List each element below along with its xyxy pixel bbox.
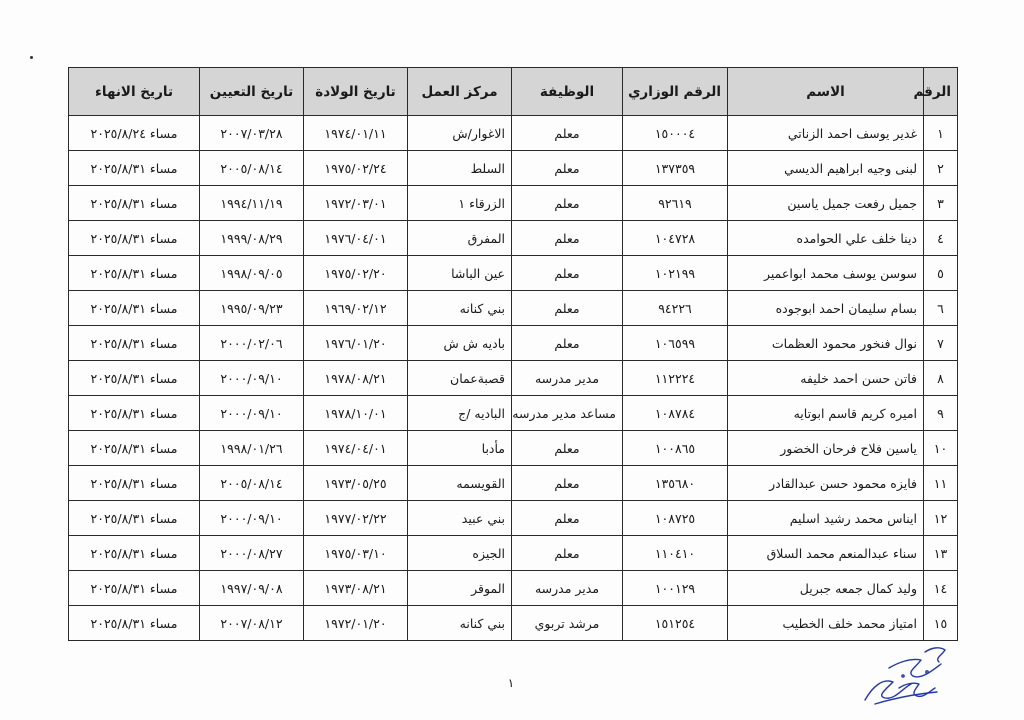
cell-name: فايزه محمود حسن عبدالقادر <box>728 466 924 501</box>
cell-end-date: مساء ٢٠٢٥/٨/٣١ <box>69 151 200 186</box>
cell-birth-date: ١٩٧٤/٠٤/٠١ <box>304 431 408 466</box>
cell-appointment-date: ٢٠٠٠/٠٩/١٠ <box>200 501 304 536</box>
cell-appointment-date: ٢٠٠٧/٠٣/٢٨ <box>200 116 304 151</box>
cell-job: معلم <box>512 536 623 571</box>
cell-job: معلم <box>512 466 623 501</box>
cell-birth-date: ١٩٧٨/٠٨/٢١ <box>304 361 408 396</box>
cell-job: معلم <box>512 256 623 291</box>
table-row <box>69 431 958 466</box>
cell-num: ٣ <box>924 186 958 221</box>
cell-birth-date: ١٩٧٥/٠٢/٢٤ <box>304 151 408 186</box>
cell-ministry-number: ١١٠٤١٠ <box>623 536 728 571</box>
cell-work-center: عين الباشا <box>408 256 512 291</box>
cell-appointment-date: ٢٠٠٥/٠٨/١٤ <box>200 466 304 501</box>
cell-appointment-date: ٢٠٠٠/٠٢/٠٦ <box>200 326 304 361</box>
cell-name: نوال فنخور محمود العظمات <box>728 326 924 361</box>
cell-ministry-number: ١٥١٢٥٤ <box>623 606 728 641</box>
cell-end-date: مساء ٢٠٢٥/٨/٣١ <box>69 361 200 396</box>
cell-work-center: الزرقاء ١ <box>408 186 512 221</box>
cell-name: دينا خلف علي الحوامده <box>728 221 924 256</box>
cell-birth-date: ١٩٧٥/٠٢/٢٠ <box>304 256 408 291</box>
cell-name: فاتن حسن احمد خليفه <box>728 361 924 396</box>
cell-name: لبنى وجيه ابراهيم الديسي <box>728 151 924 186</box>
cell-birth-date: ١٩٧٣/٠٨/٢١ <box>304 571 408 606</box>
cell-name: اميره كريم قاسم ابوتايه <box>728 396 924 431</box>
retirement-table <box>68 67 958 641</box>
table-row <box>69 256 958 291</box>
cell-birth-date: ١٩٧٧/٠٢/٢٢ <box>304 501 408 536</box>
cell-birth-date: ١٩٧٢/٠١/٢٠ <box>304 606 408 641</box>
cell-num: ٨ <box>924 361 958 396</box>
header-num: الرقم <box>924 68 958 116</box>
cell-name: ياسين فلاح فرحان الخضور <box>728 431 924 466</box>
table-body <box>69 116 958 641</box>
cell-job: معلم <box>512 186 623 221</box>
table-row <box>69 606 958 641</box>
cell-name: امتياز محمد خلف الخطيب <box>728 606 924 641</box>
table-header-row <box>69 68 958 116</box>
cell-ministry-number: ١٠٠٨٦٥ <box>623 431 728 466</box>
cell-end-date: مساء ٢٠٢٥/٨/٣١ <box>69 571 200 606</box>
cell-work-center: قصبةعمان <box>408 361 512 396</box>
cell-ministry-number: ١٠٤٧٢٨ <box>623 221 728 256</box>
cell-work-center: الباديه /ج <box>408 396 512 431</box>
cell-job: معلم <box>512 151 623 186</box>
cell-num: ٦ <box>924 291 958 326</box>
cell-end-date: مساء ٢٠٢٥/٨/٣١ <box>69 291 200 326</box>
cell-name: وليد كمال جمعه جبريل <box>728 571 924 606</box>
cell-job: معلم <box>512 431 623 466</box>
cell-ministry-number: ١٠٠١٢٩ <box>623 571 728 606</box>
cell-ministry-number: ١٠٢١٩٩ <box>623 256 728 291</box>
cell-appointment-date: ١٩٩٩/٠٨/٢٩ <box>200 221 304 256</box>
cell-appointment-date: ٢٠٠٠/٠٨/٢٧ <box>200 536 304 571</box>
cell-end-date: مساء ٢٠٢٥/٨/٣١ <box>69 501 200 536</box>
cell-num: ٤ <box>924 221 958 256</box>
table-row <box>69 396 958 431</box>
cell-end-date: مساء ٢٠٢٥/٨/٢٤ <box>69 116 200 151</box>
scan-speck <box>30 56 33 59</box>
header-ministry-number: الرقم الوزاري <box>623 68 728 116</box>
header-end-date: تاريخ الانهاء <box>69 68 200 116</box>
cell-birth-date: ١٩٧٨/١٠/٠١ <box>304 396 408 431</box>
table-row <box>69 291 958 326</box>
cell-work-center: بني كنانه <box>408 291 512 326</box>
cell-ministry-number: ١٣٥٦٨٠ <box>623 466 728 501</box>
cell-job: مرشد تربوي <box>512 606 623 641</box>
cell-num: ١٢ <box>924 501 958 536</box>
cell-job: معلم <box>512 326 623 361</box>
cell-num: ١١ <box>924 466 958 501</box>
cell-end-date: مساء ٢٠٢٥/٨/٣١ <box>69 396 200 431</box>
cell-work-center: بني كنانه <box>408 606 512 641</box>
cell-job: مساعد مدير مدرسه <box>512 396 623 431</box>
cell-num: ٩ <box>924 396 958 431</box>
header-work-center: مركز العمل <box>408 68 512 116</box>
cell-num: ٥ <box>924 256 958 291</box>
cell-ministry-number: ١٠٨٧٨٤ <box>623 396 728 431</box>
cell-num: ١٥ <box>924 606 958 641</box>
cell-name: بسام سليمان احمد ابوجوده <box>728 291 924 326</box>
cell-ministry-number: ٩٢٦١٩ <box>623 186 728 221</box>
cell-name: جميل رفعت جميل ياسين <box>728 186 924 221</box>
cell-name: ايناس محمد رشيد اسليم <box>728 501 924 536</box>
table-row <box>69 116 958 151</box>
cell-end-date: مساء ٢٠٢٥/٨/٣١ <box>69 186 200 221</box>
cell-birth-date: ١٩٧٦/٠١/٢٠ <box>304 326 408 361</box>
cell-job: مدير مدرسه <box>512 571 623 606</box>
header-job: الوظيفة <box>512 68 623 116</box>
cell-appointment-date: ١٩٩٨/٠١/٢٦ <box>200 431 304 466</box>
cell-num: ١ <box>924 116 958 151</box>
table-row <box>69 571 958 606</box>
cell-end-date: مساء ٢٠٢٥/٨/٣١ <box>69 606 200 641</box>
cell-ministry-number: ١١٢٢٢٤ <box>623 361 728 396</box>
signature-icon <box>855 638 955 710</box>
table-row <box>69 221 958 256</box>
cell-end-date: مساء ٢٠٢٥/٨/٣١ <box>69 256 200 291</box>
cell-work-center: الجيزه <box>408 536 512 571</box>
cell-birth-date: ١٩٧٦/٠٤/٠١ <box>304 221 408 256</box>
cell-end-date: مساء ٢٠٢٥/٨/٣١ <box>69 221 200 256</box>
cell-appointment-date: ٢٠٠٥/٠٨/١٤ <box>200 151 304 186</box>
cell-name: غدير يوسف احمد الزناتي <box>728 116 924 151</box>
cell-ministry-number: ١٠٦٥٩٩ <box>623 326 728 361</box>
cell-work-center: الاغوار/ش <box>408 116 512 151</box>
cell-num: ١٣ <box>924 536 958 571</box>
header-birth-date: تاريخ الولادة <box>304 68 408 116</box>
cell-birth-date: ١٩٧٣/٠٥/٢٥ <box>304 466 408 501</box>
cell-job: معلم <box>512 116 623 151</box>
cell-job: معلم <box>512 501 623 536</box>
table-row <box>69 361 958 396</box>
table-row <box>69 466 958 501</box>
cell-end-date: مساء ٢٠٢٥/٨/٣١ <box>69 466 200 501</box>
cell-name: سوسن يوسف محمد ابواعمير <box>728 256 924 291</box>
table-row <box>69 326 958 361</box>
cell-end-date: مساء ٢٠٢٥/٨/٣١ <box>69 536 200 571</box>
cell-appointment-date: ٢٠٠٠/٠٩/١٠ <box>200 396 304 431</box>
cell-appointment-date: ١٩٩٤/١١/١٩ <box>200 186 304 221</box>
cell-ministry-number: ١٥٠٠٠٤ <box>623 116 728 151</box>
cell-birth-date: ١٩٦٩/٠٢/١٢ <box>304 291 408 326</box>
table-row <box>69 151 958 186</box>
table-row <box>69 186 958 221</box>
table-row <box>69 536 958 571</box>
cell-appointment-date: ٢٠٠٠/٠٩/١٠ <box>200 361 304 396</box>
header-appointment-date: تاريخ التعيين <box>200 68 304 116</box>
cell-ministry-number: ٩٤٢٢٦ <box>623 291 728 326</box>
cell-work-center: بني عبيد <box>408 501 512 536</box>
cell-end-date: مساء ٢٠٢٥/٨/٣١ <box>69 326 200 361</box>
cell-job: معلم <box>512 221 623 256</box>
cell-appointment-date: ١٩٩٧/٠٩/٠٨ <box>200 571 304 606</box>
cell-work-center: السلط <box>408 151 512 186</box>
cell-appointment-date: ١٩٩٥/٠٩/٢٣ <box>200 291 304 326</box>
cell-end-date: مساء ٢٠٢٥/٨/٣١ <box>69 431 200 466</box>
cell-birth-date: ١٩٧٥/٠٣/١٠ <box>304 536 408 571</box>
cell-num: ١٠ <box>924 431 958 466</box>
cell-ministry-number: ١٠٨٧٢٥ <box>623 501 728 536</box>
header-name: الاسم <box>728 68 924 116</box>
table-row <box>69 501 958 536</box>
cell-work-center: القويسمه <box>408 466 512 501</box>
cell-ministry-number: ١٣٧٣٥٩ <box>623 151 728 186</box>
cell-appointment-date: ٢٠٠٧/٠٨/١٢ <box>200 606 304 641</box>
cell-work-center: المفرق <box>408 221 512 256</box>
cell-job: مدير مدرسه <box>512 361 623 396</box>
cell-num: ٢ <box>924 151 958 186</box>
cell-work-center: باديه ش ش <box>408 326 512 361</box>
cell-birth-date: ١٩٧٤/٠١/١١ <box>304 116 408 151</box>
cell-name: سناء عبدالمنعم محمد السلاق <box>728 536 924 571</box>
page-number: ١ <box>507 676 515 690</box>
cell-job: معلم <box>512 291 623 326</box>
cell-birth-date: ١٩٧٢/٠٣/٠١ <box>304 186 408 221</box>
cell-work-center: مأدبا <box>408 431 512 466</box>
cell-num: ٧ <box>924 326 958 361</box>
cell-appointment-date: ١٩٩٨/٠٩/٠٥ <box>200 256 304 291</box>
cell-work-center: الموقر <box>408 571 512 606</box>
cell-num: ١٤ <box>924 571 958 606</box>
